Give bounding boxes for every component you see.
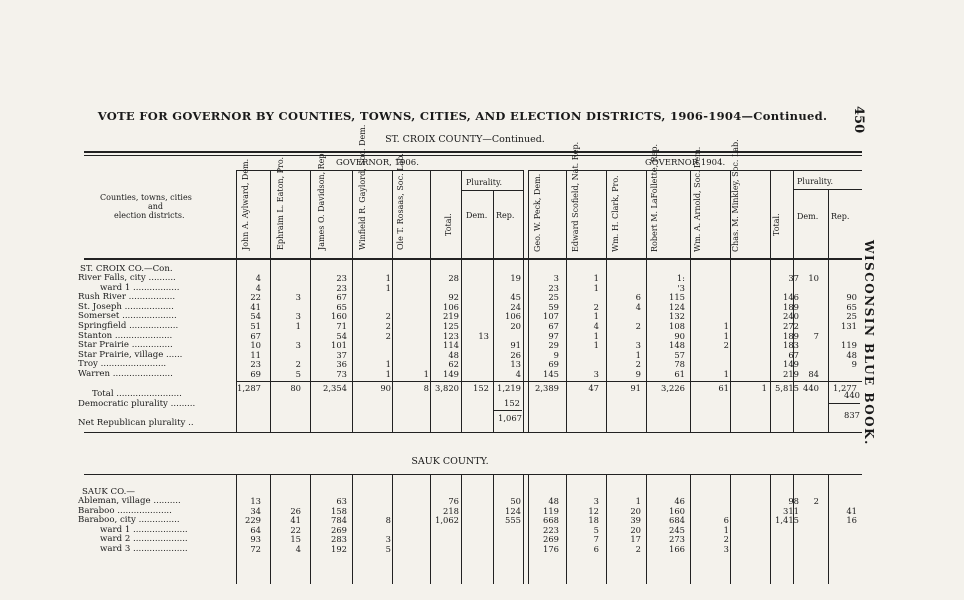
table-cell: 269 bbox=[543, 534, 559, 545]
row-label: ward 1 ................. bbox=[100, 282, 180, 293]
table-cell: 3 bbox=[593, 496, 599, 506]
table-cell: 22 bbox=[290, 524, 301, 535]
table-cell: 1 bbox=[635, 496, 641, 506]
table-cell: 3 bbox=[295, 311, 301, 322]
table-cell: 4 bbox=[255, 282, 261, 293]
column-divider bbox=[430, 474, 431, 584]
table-cell: 5 bbox=[593, 524, 599, 535]
column-divider bbox=[461, 474, 462, 584]
row-header-line2: and bbox=[148, 202, 164, 211]
net-republican-plurality-label: Net Republican plurality .. bbox=[78, 418, 194, 428]
table-cell: 2 bbox=[635, 544, 641, 554]
table-cell: 10 bbox=[250, 340, 261, 351]
table-cell: 3 bbox=[295, 292, 301, 303]
table-cell: 7 bbox=[593, 534, 599, 545]
column-divider bbox=[392, 474, 393, 584]
table-cell: 189 bbox=[783, 301, 799, 312]
table-cell: 1 bbox=[593, 311, 599, 322]
row-label: ward 3 .................... bbox=[100, 544, 188, 554]
table-cell: 3 bbox=[295, 340, 301, 351]
net-top-rule bbox=[494, 410, 522, 411]
running-side-title: WISCONSIN BLUE BOOK. bbox=[862, 240, 876, 446]
table-cell: 160 bbox=[331, 311, 347, 322]
group-heading-1906: GOVERNOR, 1906. bbox=[336, 158, 419, 168]
total-top-rule bbox=[236, 381, 862, 382]
dem-heading-1906: Dem. bbox=[466, 211, 488, 220]
table-cell: 2 bbox=[635, 321, 641, 331]
table-cell: 67 bbox=[788, 349, 799, 360]
table-cell: 78 bbox=[674, 359, 685, 370]
col-header-clark: Wm. H. Clark, Pro. bbox=[611, 175, 620, 252]
table-cell: 13 bbox=[250, 496, 261, 506]
table-cell: 219 bbox=[443, 311, 459, 322]
table-cell: 29 bbox=[548, 340, 559, 351]
column-divider bbox=[828, 474, 829, 584]
column-divider bbox=[793, 474, 794, 584]
col-header-arnold: Wm. A. Arnold, Soc. Dem. bbox=[693, 146, 702, 252]
net-top-rule-1904 bbox=[828, 403, 860, 404]
table-cell: 149 bbox=[443, 369, 459, 379]
table-cell: 189 bbox=[783, 330, 799, 341]
row-label: Baraboo, city ............... bbox=[78, 515, 180, 526]
table-cell: 23 bbox=[250, 359, 261, 370]
table-cell: 2 bbox=[385, 330, 391, 341]
table-cell: 12 bbox=[588, 505, 599, 516]
table-cell: 13 bbox=[478, 330, 489, 341]
table-cell: 1 bbox=[423, 369, 429, 379]
table-cell: 76 bbox=[448, 496, 459, 506]
row-label: Ableman, village .......... bbox=[78, 496, 181, 506]
col-header-gaylord: Winfield R. Gaylord, Soc. Dem. bbox=[358, 124, 367, 250]
table-cell: 311 bbox=[783, 505, 799, 516]
table-cell: 98 bbox=[788, 496, 799, 506]
dem-plurality-1904: 440 bbox=[844, 390, 860, 400]
table-cell: 3 bbox=[385, 534, 391, 545]
table-cell: 2 bbox=[723, 340, 729, 351]
table-cell: 114 bbox=[443, 340, 459, 351]
table-cell: 23 bbox=[548, 282, 559, 293]
table-cell: 1 bbox=[385, 359, 391, 370]
table-cell: 269 bbox=[331, 524, 347, 535]
table-cell: 25 bbox=[846, 311, 857, 322]
table-cell: 24 bbox=[510, 301, 521, 312]
total-cell: 3,226 bbox=[661, 383, 685, 393]
table-cell: 41 bbox=[846, 505, 857, 516]
column-divider bbox=[730, 474, 731, 584]
table-cell: 183 bbox=[783, 340, 799, 351]
row-label: Baraboo .................... bbox=[78, 505, 172, 516]
table-cell: 158 bbox=[331, 505, 347, 516]
total-cell: 3,820 bbox=[435, 383, 459, 393]
table-cell: 23 bbox=[336, 282, 347, 293]
column-divider bbox=[461, 170, 462, 432]
col-header-total-1904: Total. bbox=[772, 213, 781, 236]
table-cell: 668 bbox=[543, 515, 559, 526]
table-cell: 39 bbox=[630, 515, 641, 526]
table-cell: 219 bbox=[783, 369, 799, 379]
table-cell: 2 bbox=[295, 359, 301, 370]
table-cell: 684 bbox=[669, 515, 685, 526]
table-cell: 2 bbox=[385, 321, 391, 331]
total-cell: 2,354 bbox=[323, 383, 347, 393]
total-cell: 2,389 bbox=[535, 383, 559, 393]
table-cell: 1 bbox=[295, 321, 301, 331]
total-cell: 1,287 bbox=[237, 383, 261, 393]
table-cell: 145 bbox=[543, 369, 559, 379]
table-cell: 90 bbox=[846, 292, 857, 303]
table-cell: 59 bbox=[548, 301, 559, 312]
total-cell: 440 bbox=[803, 383, 819, 393]
col-header-scofield: Edward Scofield, Nat. Rep. bbox=[571, 141, 580, 252]
table-cell: 9 bbox=[553, 349, 559, 360]
table-cell: 45 bbox=[510, 292, 521, 303]
col-header-total-1906: Total. bbox=[444, 213, 453, 236]
section-heading-sauk: SAUK COUNTY. bbox=[411, 456, 489, 467]
col-header-peck: Geo. W. Peck, Dem. bbox=[533, 173, 542, 252]
table-cell: 272 bbox=[783, 321, 799, 331]
table-cell: 166 bbox=[669, 544, 685, 554]
net-rep-plurality-1904: 837 bbox=[844, 410, 860, 420]
table-cell: 67 bbox=[548, 321, 559, 331]
table-cell: 192 bbox=[331, 544, 347, 554]
table-cell: 62 bbox=[448, 359, 459, 370]
table-cell: 19 bbox=[510, 273, 521, 283]
table-cell: 119 bbox=[543, 505, 559, 516]
table-cell: 48 bbox=[846, 349, 857, 360]
table-cell: 84 bbox=[808, 369, 819, 379]
table-cell: 90 bbox=[674, 330, 685, 341]
total-cell: 5,815 bbox=[775, 383, 799, 393]
table-cell: 4 bbox=[255, 273, 261, 283]
table-cell: 50 bbox=[510, 496, 521, 506]
table-cell: 4 bbox=[593, 321, 599, 331]
table-cell: 283 bbox=[331, 534, 347, 545]
table-cell: 20 bbox=[630, 524, 641, 535]
table-cell: 119 bbox=[841, 340, 857, 351]
table-cell: 13 bbox=[510, 359, 521, 370]
row-header-line1: Counties, towns, cities bbox=[100, 193, 192, 202]
table-cell: 784 bbox=[331, 515, 347, 526]
table-cell: 2 bbox=[385, 311, 391, 322]
table-cell: 65 bbox=[336, 301, 347, 312]
plurality-rule-1906 bbox=[461, 190, 523, 191]
table-cell: 3 bbox=[553, 273, 559, 283]
col-header-aylward: John A. Aylward, Dem. bbox=[241, 158, 250, 250]
table-cell: 1 bbox=[723, 369, 729, 379]
section2-top-rule bbox=[84, 474, 862, 475]
table-cell: 41 bbox=[290, 515, 301, 526]
table-cell: 16 bbox=[846, 515, 857, 526]
table-cell: 67 bbox=[336, 292, 347, 303]
table-cell: 1: bbox=[676, 273, 685, 283]
table-cell: 1 bbox=[385, 369, 391, 379]
table-cell: 1,062 bbox=[435, 515, 459, 526]
col-header-lafollette: Robert M. LaFollette, Rep. bbox=[650, 143, 659, 252]
table-cell: 115 bbox=[669, 292, 685, 303]
table-cell: 6 bbox=[635, 292, 641, 303]
column-divider bbox=[770, 474, 771, 584]
sauk-county-label: SAUK CO.— bbox=[82, 487, 135, 497]
table-cell: 37 bbox=[336, 349, 347, 360]
table-cell: 9 bbox=[851, 359, 857, 370]
table-cell: 6 bbox=[593, 544, 599, 554]
col-header-minkley: Chas. M. Minkley, Soc. Lab. bbox=[731, 139, 740, 252]
table-cell: 9 bbox=[635, 369, 641, 379]
table-cell: 26 bbox=[510, 349, 521, 360]
table-cell: 229 bbox=[245, 515, 261, 526]
row-label: River Falls, city .......... bbox=[78, 273, 176, 283]
table-cell: 124 bbox=[669, 301, 685, 312]
democratic-plurality-label: Democratic plurality ......... bbox=[78, 399, 196, 409]
table-cell: 67 bbox=[250, 330, 261, 341]
table-cell: 3 bbox=[723, 544, 729, 554]
column-divider bbox=[523, 474, 524, 584]
total-cell: 8 bbox=[423, 383, 429, 393]
row-header-line3: election districts. bbox=[114, 211, 185, 220]
table-cell: 149 bbox=[783, 359, 799, 370]
table-top-rule-2 bbox=[84, 155, 862, 156]
table-cell: 4 bbox=[515, 369, 521, 379]
row-label: Stanton ..................... bbox=[78, 330, 173, 341]
table-cell: 18 bbox=[588, 515, 599, 526]
table-cell: 73 bbox=[336, 369, 347, 379]
table-cell: 555 bbox=[505, 515, 521, 526]
table-cell: 34 bbox=[250, 505, 261, 516]
table-cell: 123 bbox=[443, 330, 459, 341]
table-cell: 61 bbox=[674, 369, 685, 379]
table-cell: 124 bbox=[505, 505, 521, 516]
page-number: 450 bbox=[851, 106, 866, 134]
table-cell: 69 bbox=[250, 369, 261, 379]
table-cell: 2 bbox=[593, 301, 599, 312]
table-cell: 20 bbox=[630, 505, 641, 516]
header-bottom-rule bbox=[84, 258, 862, 260]
table-cell: 3 bbox=[635, 340, 641, 351]
column-divider bbox=[352, 474, 353, 584]
table-cell: 132 bbox=[669, 311, 685, 322]
plurality-heading-1904: Plurality. bbox=[797, 177, 834, 186]
table-cell: 23 bbox=[336, 273, 347, 283]
section1-bottom-rule bbox=[84, 432, 862, 433]
table-cell: '3 bbox=[677, 282, 685, 293]
total-cell: 1,277 bbox=[833, 383, 857, 393]
table-cell: 5 bbox=[295, 369, 301, 379]
table-top-rule bbox=[84, 151, 862, 153]
total-label: Total ........................ bbox=[92, 389, 182, 399]
table-cell: 91 bbox=[510, 340, 521, 351]
dem-heading-1904: Dem. bbox=[797, 212, 819, 221]
total-cell: 91 bbox=[630, 383, 641, 393]
section-heading-st-croix: ST. CROIX COUNTY—Continued. bbox=[385, 134, 545, 145]
net-rep-plurality-1906: 1,067 bbox=[498, 413, 522, 423]
row-label: Star Prairie, village ...... bbox=[78, 349, 183, 360]
table-cell: 1 bbox=[635, 349, 641, 360]
table-cell: 131 bbox=[841, 321, 857, 331]
table-cell: 72 bbox=[250, 544, 261, 554]
table-cell: 223 bbox=[543, 524, 559, 535]
column-divider bbox=[523, 170, 524, 432]
row-label: Springfield .................. bbox=[78, 321, 179, 331]
table-cell: 36 bbox=[336, 359, 347, 370]
row-label: Somerset .................... bbox=[78, 311, 177, 322]
table-cell: 10 bbox=[808, 273, 819, 283]
row-label: St. Joseph .................. bbox=[78, 301, 174, 312]
row-label: Troy ........................ bbox=[78, 359, 167, 370]
table-cell: 65 bbox=[846, 301, 857, 312]
total-cell: 1,219 bbox=[497, 383, 521, 393]
table-cell: 5 bbox=[385, 544, 391, 554]
table-cell: 69 bbox=[548, 359, 559, 370]
table-cell: 108 bbox=[669, 321, 685, 331]
table-cell: 4 bbox=[295, 544, 301, 554]
total-cell: 90 bbox=[380, 383, 391, 393]
table-cell: 48 bbox=[548, 496, 559, 506]
total-cell: 152 bbox=[473, 383, 489, 393]
table-cell: 26 bbox=[290, 505, 301, 516]
table-cell: 1 bbox=[723, 330, 729, 341]
table-cell: 71 bbox=[336, 321, 347, 331]
table-cell: 106 bbox=[443, 301, 459, 312]
table-cell: 2 bbox=[723, 534, 729, 545]
table-cell: 15 bbox=[290, 534, 301, 545]
col-header-eaton: Ephraim L. Eaton, Pro. bbox=[276, 156, 285, 250]
total-cell: 1 bbox=[761, 383, 767, 393]
table-cell: 11 bbox=[250, 349, 261, 360]
total-cell: 47 bbox=[588, 383, 599, 393]
county-label: ST. CROIX CO.—Con. bbox=[80, 264, 173, 274]
table-cell: 107 bbox=[543, 311, 559, 322]
rep-heading-1906: Rep. bbox=[496, 211, 515, 220]
table-cell: 2 bbox=[635, 359, 641, 370]
col-header-davidson: James O. Davidson, Rep. bbox=[317, 150, 326, 250]
table-cell: 245 bbox=[669, 524, 685, 535]
table-cell: 57 bbox=[674, 349, 685, 360]
table-cell: 54 bbox=[336, 330, 347, 341]
row-label: Warren ...................... bbox=[78, 369, 173, 379]
table-cell: 125 bbox=[443, 321, 459, 331]
table-cell: 146 bbox=[783, 292, 799, 303]
table-cell: 22 bbox=[250, 292, 261, 303]
row-label: ward 2 .................... bbox=[100, 534, 188, 545]
total-cell: 80 bbox=[290, 383, 301, 393]
table-cell: 1,415 bbox=[775, 515, 799, 526]
table-cell: 273 bbox=[669, 534, 685, 545]
total-cell: 61 bbox=[718, 383, 729, 393]
table-cell: 106 bbox=[505, 311, 521, 322]
table-cell: 7 bbox=[813, 330, 819, 341]
col-header-rosaas: Ole T. Rosaas, Soc. Lab. bbox=[396, 153, 405, 250]
table-cell: 54 bbox=[250, 311, 261, 322]
table-cell: 93 bbox=[250, 534, 261, 545]
table-cell: 28 bbox=[448, 273, 459, 283]
table-cell: 48 bbox=[448, 349, 459, 360]
table-cell: 148 bbox=[669, 340, 685, 351]
table-cell: 25 bbox=[548, 292, 559, 303]
table-cell: 1 bbox=[593, 273, 599, 283]
table-cell: 3 bbox=[593, 369, 599, 379]
row-label: Star Prairie ............... bbox=[78, 340, 173, 351]
table-cell: 51 bbox=[250, 321, 261, 331]
table-cell: 17 bbox=[630, 534, 641, 545]
table-cell: 37 bbox=[788, 273, 799, 283]
table-cell: 6 bbox=[723, 515, 729, 526]
table-cell: 240 bbox=[783, 311, 799, 322]
column-divider bbox=[493, 190, 494, 432]
table-cell: 92 bbox=[448, 292, 459, 303]
table-cell: 1 bbox=[593, 340, 599, 351]
table-cell: 1 bbox=[385, 282, 391, 293]
table-cell: 20 bbox=[510, 321, 521, 331]
column-divider bbox=[493, 474, 494, 584]
group-heading-1904: GOVERNOR 1904. bbox=[645, 158, 726, 168]
plurality-heading-1906: Plurality. bbox=[466, 178, 503, 187]
table-cell: 1 bbox=[723, 321, 729, 331]
table-cell: 160 bbox=[669, 505, 685, 516]
dem-plurality-1906: 152 bbox=[504, 398, 520, 408]
table-cell: 97 bbox=[548, 330, 559, 341]
table-cell: 101 bbox=[331, 340, 347, 351]
table-cell: 46 bbox=[674, 496, 685, 506]
row-label: Rush River ................. bbox=[78, 292, 176, 303]
table-cell: 1 bbox=[593, 330, 599, 341]
table-cell: 64 bbox=[250, 524, 261, 535]
table-cell: 41 bbox=[250, 301, 261, 312]
table-cell: 4 bbox=[635, 301, 641, 312]
table-cell: 63 bbox=[336, 496, 347, 506]
row-label: ward 1 .................... bbox=[100, 524, 188, 535]
page-title: VOTE FOR GOVERNOR BY COUNTIES, TOWNS, CITIES, AND ELECTION DISTRICTS, 1906-1904—Continued. bbox=[97, 109, 828, 123]
table-cell: 2 bbox=[813, 496, 819, 506]
table-cell: 8 bbox=[385, 515, 391, 526]
rep-heading-1904: Rep. bbox=[831, 212, 850, 221]
table-cell: 1 bbox=[385, 273, 391, 283]
table-cell: 218 bbox=[443, 505, 459, 516]
table-cell: 1 bbox=[593, 282, 599, 293]
table-cell: 176 bbox=[543, 544, 559, 554]
table-cell: 1 bbox=[723, 524, 729, 535]
